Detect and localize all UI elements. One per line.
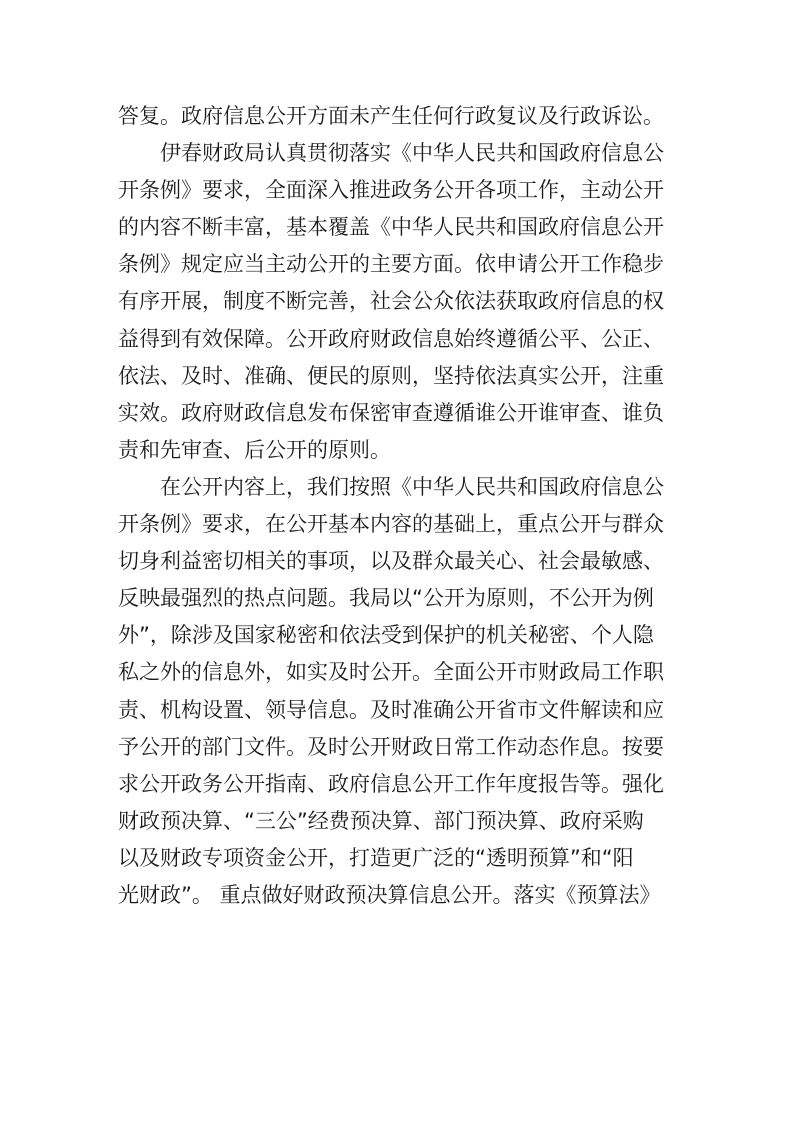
paragraph-start-line: 伊春财政局认真贯彻落实《中华人民共和国政府信息公 xyxy=(160,141,664,166)
paragraph-start-line: 在公开内容上，我们按照《中华人民共和国政府信息公 xyxy=(160,474,664,499)
text-line: 益得到有效保障。公开政府财政信息始终遵循公平、公正、 xyxy=(118,326,664,351)
text-line: 以及财政专项资金公开，打造更广泛的“透明预算”和“阳 xyxy=(118,845,634,870)
text-line: 依法、及时、准确、便民的原则，坚持依法真实公开，注重 xyxy=(118,363,664,388)
text-line: 光财政”。 重点做好财政预决算信息公开。落实《预算法》 xyxy=(118,882,661,907)
text-line: 责和先审查、后公开的原则。 xyxy=(118,437,391,462)
text-line: 财政预决算、“三公”经费预决算、部门预决算、政府采购 xyxy=(118,808,644,833)
text-line: 开条例》要求，在公开基本内容的基础上，重点公开与群众 xyxy=(118,512,664,537)
text-line: 私之外的信息外，如实及时公开。全面公开市财政局工作职 xyxy=(118,660,664,685)
text-line: 切身利益密切相关的事项，以及群众最关心、社会最敏感、 xyxy=(118,549,664,574)
text-line: 外”，除涉及国家秘密和依法受到保护的机关秘密、个人隐 xyxy=(118,623,654,648)
document-page xyxy=(118,98,678,914)
text-line: 开条例》要求，全面深入推进政务公开各项工作，主动公开 xyxy=(118,178,664,203)
text-line: 答复。政府信息公开方面未产生任何行政复议及行政诉讼。 xyxy=(118,104,664,128)
text-line: 予公开的部门文件。及时公开财政日常工作动态作息。按要 xyxy=(118,734,664,759)
text-line: 的内容不断丰富，基本覆盖《中华人民共和国政府信息公开 xyxy=(118,215,664,240)
text-line: 求公开政务公开指南、政府信息公开工作年度报告等。强化 xyxy=(118,771,664,796)
text-line: 条例》规定应当主动公开的主要方面。依申请公开工作稳步 xyxy=(118,252,664,277)
text-line: 责、机构设置、领导信息。及时准确公开省市文件解读和应 xyxy=(118,697,664,722)
text-line: 反映最强烈的热点问题。我局以“公开为原则，不公开为例 xyxy=(118,586,654,611)
text-line: 有序开展，制度不断完善，社会公众依法获取政府信息的权 xyxy=(118,289,664,314)
text-line: 实效。政府财政信息发布保密审查遵循谁公开谁审查、谁负 xyxy=(118,400,664,425)
